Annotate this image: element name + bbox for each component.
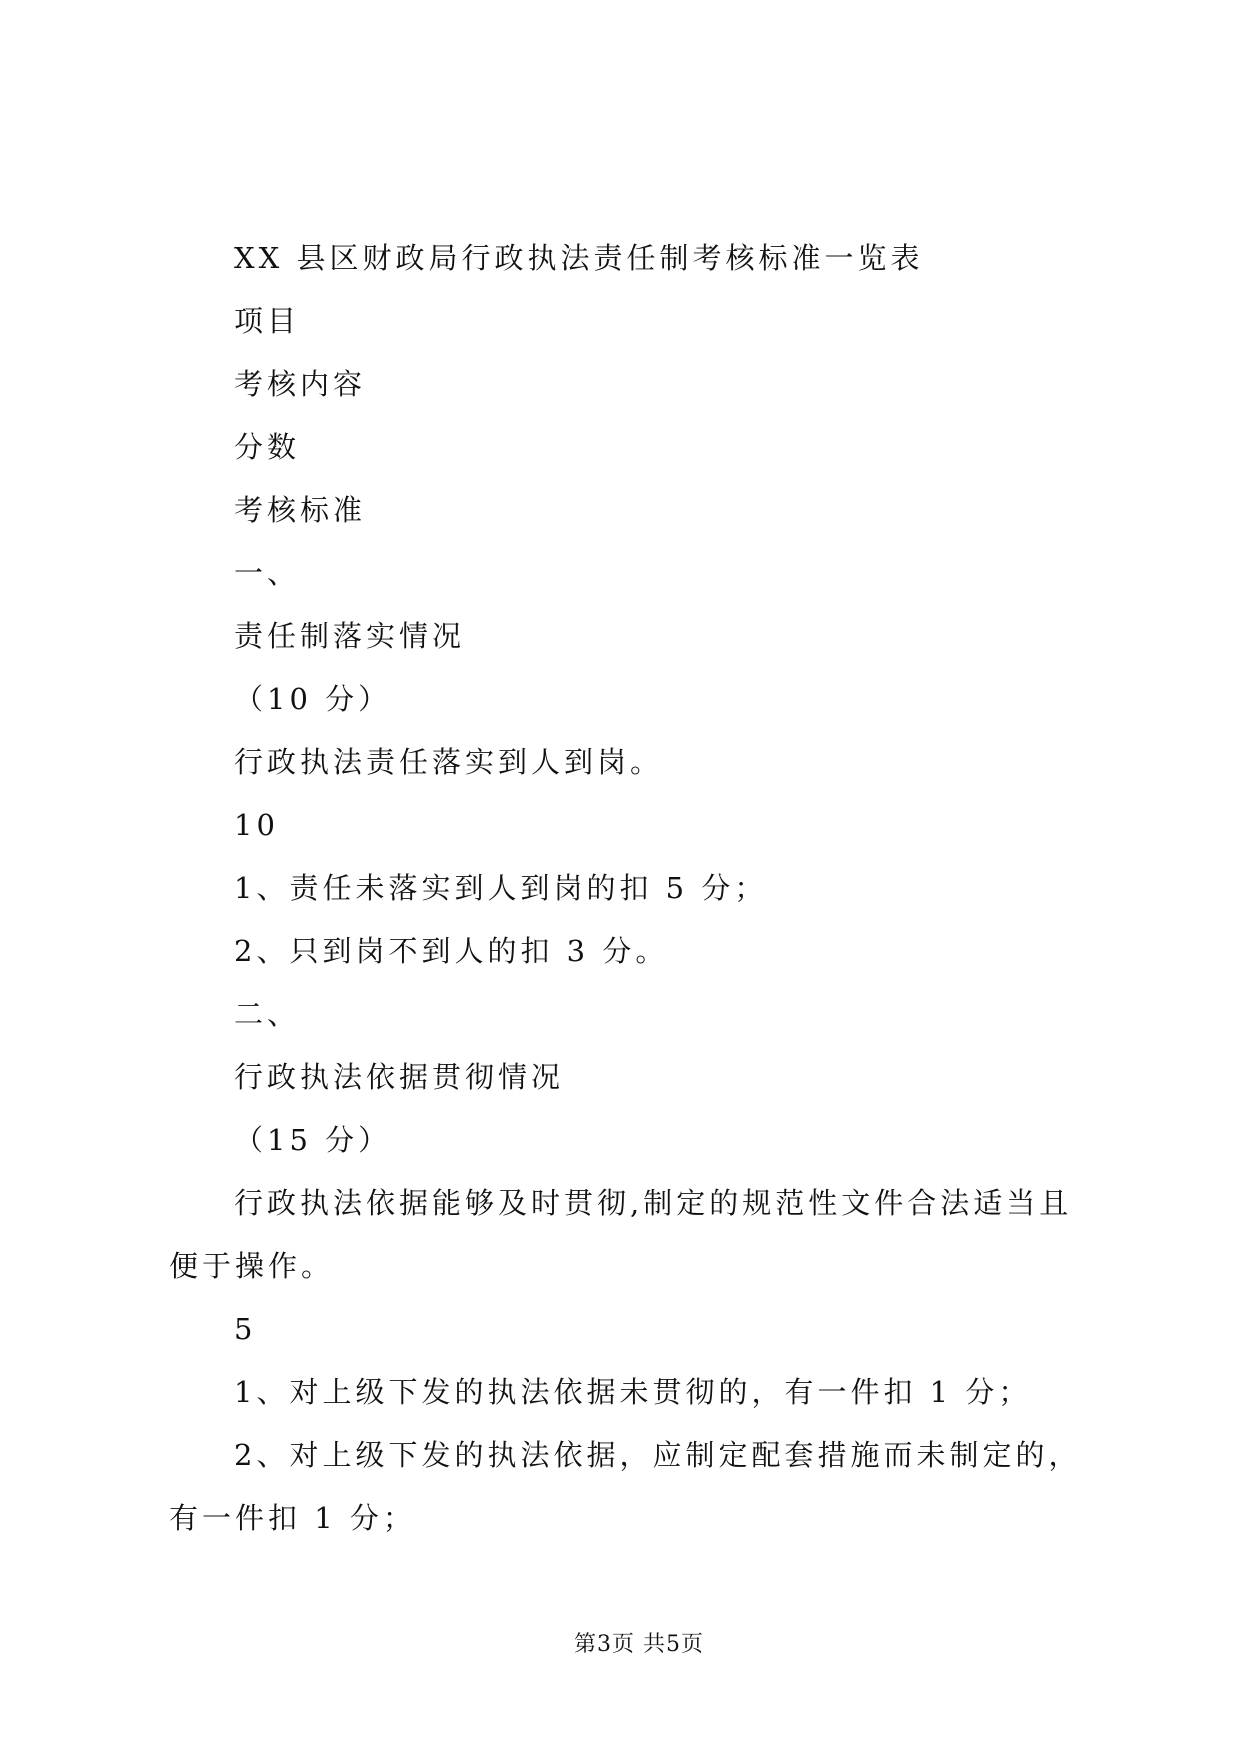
page-number-footer: 第3页 共5页 [574,1632,704,1657]
header-standard: 考核标准 [234,493,367,527]
section-2-content-line-1: 行政执法依据能够及时贯彻,制定的规范性文件合法适当且 [234,1186,1073,1220]
section-2-content [169,1172,1109,1298]
header-score: 分数 [234,430,301,464]
section-2-standard-2 [169,1424,1109,1550]
section-2-standard-2-line-1: 2、对上级下发的执法依据，应制定配套措施而未制定的， [234,1438,1082,1472]
section-1-number: 一、 [234,556,301,590]
section-1-score: 10 [234,808,279,842]
section-2-points: （15 分） [234,1123,392,1157]
section-1-standard-1: 1、责任未落实到人到岗的扣 5 分； [234,871,768,905]
section-1-name: 责任制落实情况 [234,619,466,653]
section-1-points: （10 分） [234,682,392,716]
section-2-standard-1: 1、对上级下发的执法依据未贯彻的，有一件扣 1 分； [234,1375,1032,1409]
section-2-name: 行政执法依据贯彻情况 [234,1060,565,1094]
header-item: 项目 [234,304,301,338]
section-1-standard-2: 2、只到岗不到人的扣 3 分。 [234,934,669,968]
section-2-content-line-2: 便于操作。 [169,1249,335,1283]
document-title: XX 县区财政局行政执法责任制考核标准一览表 [234,241,924,275]
section-2-score: 5 [234,1312,257,1346]
section-2-number: 二、 [234,997,301,1031]
section-2-standard-2-line-2: 有一件扣 1 分； [169,1501,416,1535]
section-1-content: 行政执法责任落实到人到岗。 [234,745,664,779]
header-content: 考核内容 [234,367,367,401]
document-body [169,227,1109,1550]
